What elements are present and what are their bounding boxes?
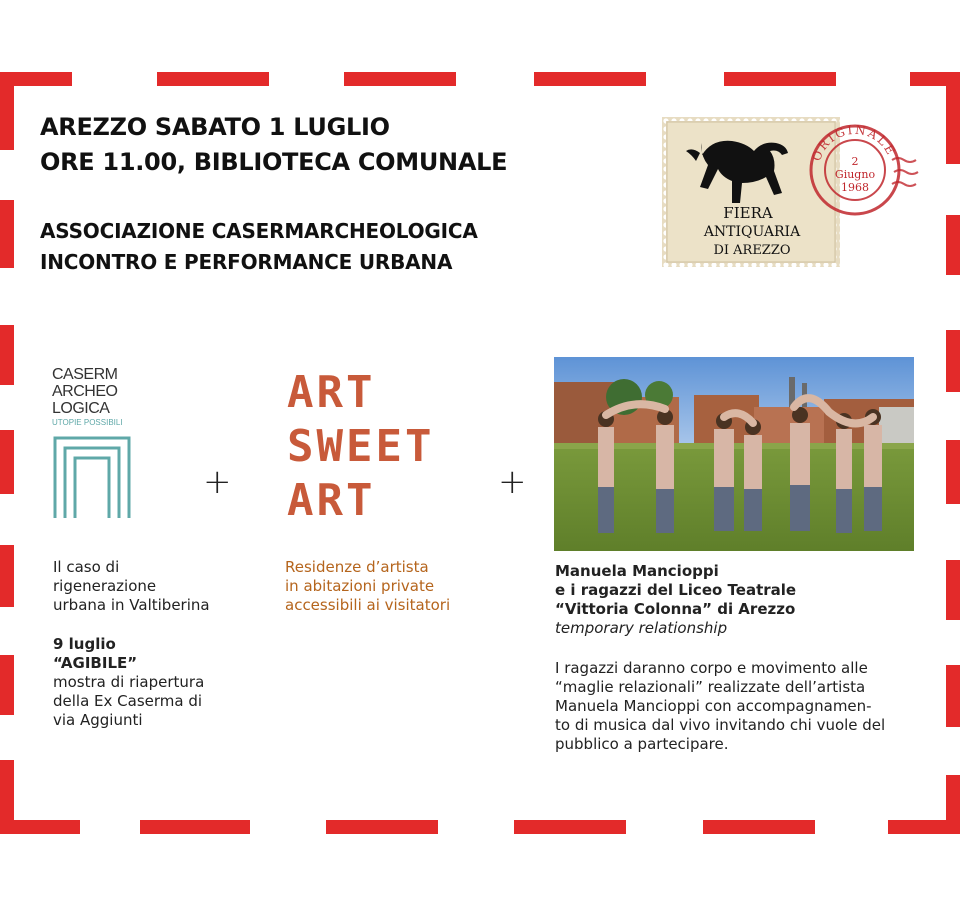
performance-photo bbox=[554, 357, 914, 551]
organizer-title: ASSOCIAZIONE CASERMARCHEOLOGICA bbox=[40, 219, 478, 243]
art-logo-line-1: ART bbox=[287, 367, 376, 418]
plus-sign: + bbox=[203, 462, 232, 502]
border-stripe bbox=[0, 820, 80, 834]
col1-date: 9 luglio bbox=[53, 635, 116, 653]
col1-event-title: “AGIBILE” bbox=[53, 654, 138, 672]
col3-para-line: “maglie relazionali” realizzate dell’artista bbox=[555, 678, 866, 696]
border-stripe bbox=[344, 72, 456, 86]
border-stripe bbox=[946, 665, 960, 727]
stamp-fiera: FIERA bbox=[723, 204, 773, 222]
logo-line-3: LOGICA bbox=[52, 400, 110, 417]
border-stripe bbox=[946, 775, 960, 820]
col3-school-name: “Vittoria Colonna” bbox=[555, 600, 712, 618]
border-stripe bbox=[0, 430, 14, 494]
postmark-day: 2 bbox=[851, 155, 859, 168]
border-stripe bbox=[0, 760, 14, 820]
art-logo-line-3: ART bbox=[287, 475, 376, 526]
casermarcheologica-logo bbox=[52, 366, 142, 428]
col1-desc-line: rigenerazione bbox=[53, 577, 157, 595]
border-stripe bbox=[946, 215, 960, 275]
stamp-arezzo: DI AREZZO bbox=[713, 243, 791, 258]
gate-icon bbox=[53, 436, 131, 518]
border-stripe bbox=[0, 545, 14, 607]
border-stripe bbox=[946, 560, 960, 620]
col1-desc-line: Il caso di bbox=[53, 558, 120, 576]
event-subtitle: INCONTRO E PERFORMANCE URBANA bbox=[40, 250, 453, 274]
col3-para-line: I ragazzi daranno corpo e movimento alle bbox=[555, 659, 868, 677]
col3-subtitle: temporary relationship bbox=[555, 619, 728, 637]
border-stripe bbox=[514, 820, 626, 834]
border-stripe bbox=[140, 820, 250, 834]
col3-para-line: pubblico a partecipare. bbox=[555, 735, 729, 753]
border-stripe bbox=[0, 200, 14, 268]
border-stripe bbox=[0, 655, 14, 715]
col2-line: accessibili ai visitatori bbox=[285, 596, 451, 614]
postmark-month: Giugno bbox=[834, 168, 876, 181]
postmark-year: 1968 bbox=[841, 181, 869, 194]
col3-text bbox=[555, 562, 935, 754]
border-stripe bbox=[946, 330, 960, 392]
postmark-ring-text: ORIGINALE bbox=[809, 122, 899, 164]
col2-line: in abitazioni private bbox=[285, 577, 435, 595]
border-stripe bbox=[946, 86, 960, 164]
art-sweet-art-logo bbox=[287, 366, 434, 528]
col2-line: Residenze d’artista bbox=[285, 558, 429, 576]
col3-title-line bbox=[555, 600, 935, 619]
col3-title-line: Manuela Mancioppi bbox=[555, 562, 719, 580]
col2-text bbox=[285, 558, 515, 615]
border-stripe bbox=[534, 72, 646, 86]
border-stripe bbox=[724, 72, 836, 86]
postmark bbox=[800, 110, 920, 230]
plus-sign: + bbox=[498, 462, 527, 502]
border-stripe bbox=[0, 325, 14, 385]
col1-text-line: via Aggiunti bbox=[53, 711, 143, 729]
event-time-place: ORE 11.00, BIBLIOTECA COMUNALE bbox=[40, 148, 508, 176]
col3-para-line: to di musica dal vivo invitando chi vuole del bbox=[555, 716, 886, 734]
border-stripe bbox=[946, 440, 960, 504]
logo-tagline: UTOPIE POSSIBILI bbox=[52, 418, 123, 427]
col1-text bbox=[53, 558, 253, 730]
col3-para-line: Manuela Mancioppi con accompagnamen- bbox=[555, 697, 872, 715]
border-stripe bbox=[0, 72, 72, 86]
col1-text-line: della Ex Caserma di bbox=[53, 692, 203, 710]
col3-school-city: di Arezzo bbox=[711, 600, 796, 618]
border-stripe bbox=[910, 72, 960, 86]
art-logo-line-2: SWEET bbox=[287, 421, 435, 472]
col1-text-line: mostra di riapertura bbox=[53, 673, 205, 691]
border-stripe bbox=[326, 820, 438, 834]
border-stripe bbox=[703, 820, 815, 834]
col3-paragraph bbox=[555, 659, 935, 754]
col3-title-line: e i ragazzi del Liceo Teatrale bbox=[555, 581, 797, 599]
border-stripe bbox=[157, 72, 269, 86]
logo-line-1: CASERM bbox=[52, 366, 118, 383]
event-date: AREZZO SABATO 1 LUGLIO bbox=[40, 113, 390, 141]
logo-line-2: ARCHEO bbox=[52, 383, 118, 400]
stamp-antiquaria: ANTIQUARIA bbox=[703, 224, 801, 240]
border-stripe bbox=[888, 820, 960, 834]
border-stripe bbox=[0, 86, 14, 150]
col1-desc-line: urbana in Valtiberina bbox=[53, 596, 210, 614]
